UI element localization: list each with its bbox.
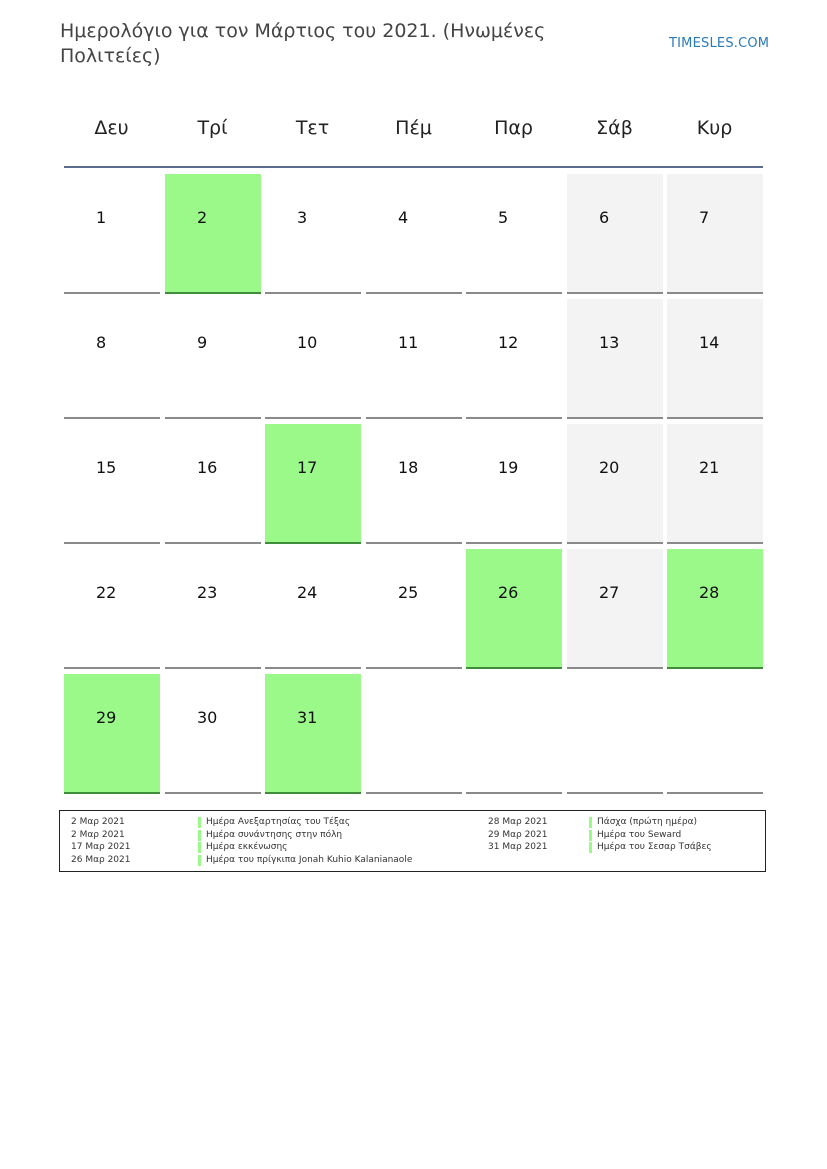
- day-number: 1: [96, 208, 107, 227]
- day-cell[interactable]: [165, 424, 261, 544]
- holiday-color-marker: [589, 817, 592, 828]
- day-cell[interactable]: [165, 174, 261, 294]
- day-cell[interactable]: [64, 549, 160, 669]
- day-number: 23: [197, 583, 218, 602]
- day-cell[interactable]: [466, 549, 562, 669]
- day-cell[interactable]: [366, 424, 462, 544]
- day-number: 27: [599, 583, 620, 602]
- weekday-header: [62, 110, 765, 150]
- weekday-fri: Παρ: [494, 117, 533, 139]
- day-cell[interactable]: [567, 424, 663, 544]
- weekday-mon: Δευ: [94, 117, 129, 139]
- holiday-name: Ημέρα εκκένωσης: [206, 842, 288, 852]
- holiday-date: 31 Μαρ 2021: [488, 842, 548, 852]
- day-cell[interactable]: [466, 424, 562, 544]
- day-number: 14: [699, 333, 720, 352]
- empty-day-cell: [366, 674, 462, 794]
- day-cell[interactable]: [265, 174, 361, 294]
- day-cell[interactable]: [567, 549, 663, 669]
- empty-day-cell: [667, 674, 763, 794]
- day-number: 24: [297, 583, 318, 602]
- day-number: 17: [297, 458, 318, 477]
- holiday-color-marker: [198, 830, 201, 841]
- day-number: 30: [197, 708, 218, 727]
- day-number: 8: [96, 333, 107, 352]
- weekday-sat: Σάβ: [596, 117, 633, 139]
- holiday-date: 28 Μαρ 2021: [488, 817, 548, 827]
- day-cell[interactable]: [165, 299, 261, 419]
- day-number: 19: [498, 458, 519, 477]
- header-divider: [64, 166, 763, 168]
- holiday-name: Ημέρα του Σεσαρ Τσάβες: [597, 842, 712, 852]
- day-cell[interactable]: [567, 174, 663, 294]
- holiday-name: Ημέρα συνάντησης στην πόλη: [206, 830, 343, 840]
- weekday-thu: Πέμ: [395, 117, 432, 139]
- day-cell[interactable]: [265, 674, 361, 794]
- day-number: 16: [197, 458, 218, 477]
- day-number: 25: [398, 583, 419, 602]
- holiday-name: Ημέρα Ανεξαρτησίας του Τέξας: [206, 817, 351, 827]
- day-cell[interactable]: [64, 674, 160, 794]
- holiday-name: Ημέρα του Seward: [597, 830, 682, 840]
- day-cell[interactable]: [366, 549, 462, 669]
- day-number: 22: [96, 583, 117, 602]
- day-number: 9: [197, 333, 208, 352]
- weekday-sun: Κυρ: [696, 117, 733, 139]
- day-cell[interactable]: [667, 299, 763, 419]
- day-number: 3: [297, 208, 308, 227]
- day-cell[interactable]: [567, 299, 663, 419]
- day-number: 2: [197, 208, 208, 227]
- holiday-name: Πάσχα (πρώτη ημέρα): [597, 817, 698, 827]
- day-number: 28: [699, 583, 720, 602]
- day-number: 7: [699, 208, 710, 227]
- day-cell[interactable]: [667, 174, 763, 294]
- day-cell[interactable]: [366, 174, 462, 294]
- weekday-wed: Τετ: [295, 117, 330, 139]
- day-number: 10: [297, 333, 318, 352]
- day-cell[interactable]: [265, 299, 361, 419]
- empty-day-cell: [466, 674, 562, 794]
- day-cell[interactable]: [265, 549, 361, 669]
- day-cell[interactable]: [64, 299, 160, 419]
- holiday-date: 2 Μαρ 2021: [71, 817, 125, 827]
- day-number: 13: [599, 333, 620, 352]
- day-number: 29: [96, 708, 117, 727]
- empty-day-cell: [567, 674, 663, 794]
- holiday-color-marker: [198, 842, 201, 853]
- holiday-date: 29 Μαρ 2021: [488, 830, 548, 840]
- day-number: 31: [297, 708, 318, 727]
- day-cell[interactable]: [165, 674, 261, 794]
- day-number: 26: [498, 583, 519, 602]
- holiday-color-marker: [198, 855, 201, 866]
- day-number: 15: [96, 458, 117, 477]
- day-number: 4: [398, 208, 409, 227]
- holiday-name: Ημέρα του πρίγκιπα Jonah Kuhio Kalanianaole: [206, 855, 413, 865]
- weekday-tue: Τρί: [197, 117, 228, 139]
- day-number: 20: [599, 458, 620, 477]
- day-number: 6: [599, 208, 610, 227]
- day-cell[interactable]: [466, 174, 562, 294]
- day-cell[interactable]: [366, 299, 462, 419]
- holiday-date: 26 Μαρ 2021: [71, 855, 131, 865]
- day-number: 12: [498, 333, 519, 352]
- day-cell[interactable]: [667, 424, 763, 544]
- day-cell[interactable]: [265, 424, 361, 544]
- day-cell[interactable]: [64, 424, 160, 544]
- brand-link[interactable]: TIMESLES.COM: [669, 36, 770, 51]
- day-cell[interactable]: [64, 174, 160, 294]
- page-title: Ημερολόγιο για τον Μάρτιος του 2021. (Ηνωμένες Πολιτείες): [60, 20, 546, 67]
- day-number: 11: [398, 333, 419, 352]
- holiday-color-marker: [589, 830, 592, 841]
- day-cell[interactable]: [466, 299, 562, 419]
- holiday-color-marker: [198, 817, 201, 828]
- holiday-date: 2 Μαρ 2021: [71, 830, 125, 840]
- day-number: 5: [498, 208, 509, 227]
- day-number: 21: [699, 458, 720, 477]
- holiday-legend: [59, 810, 766, 872]
- day-number: 18: [398, 458, 419, 477]
- day-cell[interactable]: [165, 549, 261, 669]
- holiday-color-marker: [589, 842, 592, 853]
- holiday-date: 17 Μαρ 2021: [71, 842, 131, 852]
- day-cell[interactable]: [667, 549, 763, 669]
